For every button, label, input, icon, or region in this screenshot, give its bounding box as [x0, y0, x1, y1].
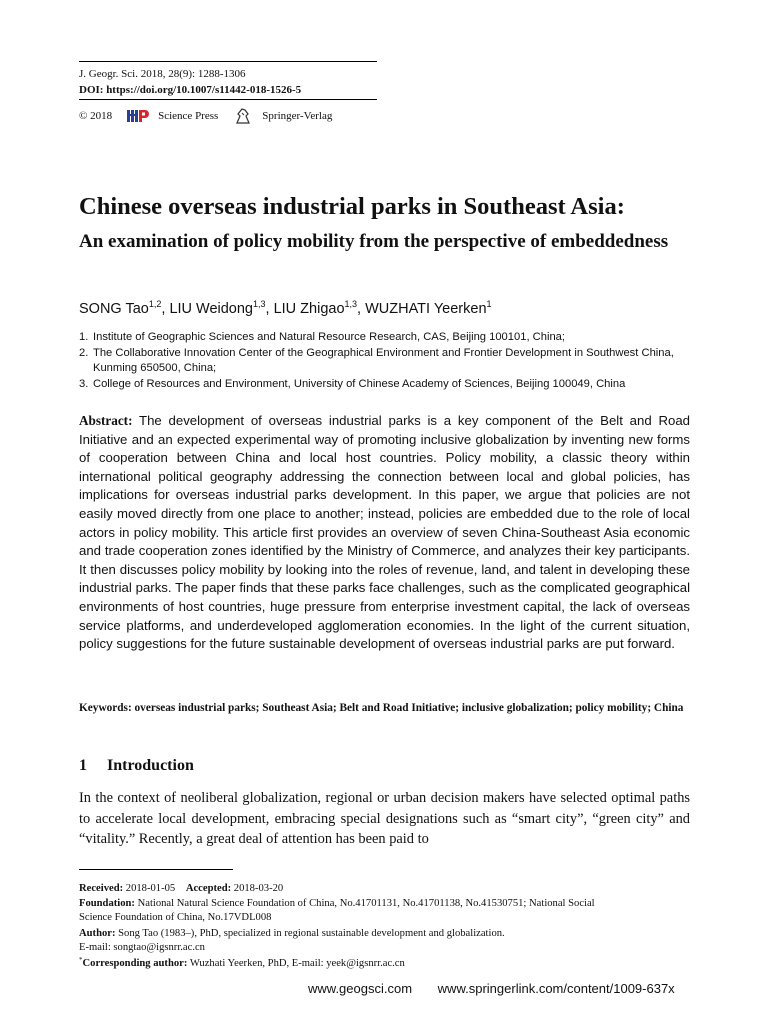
footnote-rule: [79, 869, 233, 870]
author-name: SONG Tao: [79, 301, 149, 317]
corresponding-mark: *: [79, 956, 83, 964]
affiliation-number: 3.: [79, 377, 89, 390]
section-heading: [79, 756, 194, 776]
footnote-foundation: [79, 897, 691, 911]
author-name: LIU Zhigao: [273, 301, 345, 317]
affiliation-item: [79, 377, 691, 393]
header-rule-top: [79, 61, 377, 62]
doi-link[interactable]: DOI: https://doi.org/10.1007/s11442-018-1526-5: [79, 84, 302, 96]
publisher-springer: Springer-Verlag: [262, 110, 333, 122]
abstract: [79, 412, 690, 654]
section-title: Introduction: [107, 757, 194, 774]
author-list: SONG Tao$^{1,2}$, LIU Weidong$^{1,3}$, LIU Zhigao$^{1,3}$, WUZHATI Yeerken$^1$: [79, 299, 492, 317]
author-label: Author:: [79, 928, 116, 939]
affiliation-text: The Collaborative Innovation Center of the Geographical Environment and Frontier Development in Southwest China, Kunming 650500, China;: [93, 346, 674, 374]
author-affiliation-mark: 1,3: [344, 299, 358, 309]
intro-paragraph: In the context of neoliberal globalization, regional or urban decision makers have selected optimal paths to accelerate local development, embracing special designations such as “smart city”, “green city” and “vitality.” Recently, a great deal of attention has been paid to: [79, 790, 690, 847]
footer-links: [308, 981, 675, 997]
foundation-label: Foundation:: [79, 898, 135, 909]
corresponding-label: Corresponding author:: [82, 958, 188, 969]
affiliation-item: [79, 346, 691, 377]
received-date: 2018-01-05: [125, 883, 176, 894]
affiliation-number: 1.: [79, 331, 89, 343]
section-number: 1: [79, 757, 87, 774]
springer-horse-logo-icon: [234, 107, 252, 125]
author-affiliation-mark: 1,2: [148, 299, 162, 309]
footnote-corresponding: [79, 957, 691, 971]
author-name: LIU Weidong: [169, 301, 253, 317]
affiliation-item: [79, 330, 691, 346]
footer-link-geogsci[interactable]: www.geogsci.com: [308, 981, 413, 996]
footnote-author: [79, 927, 691, 941]
author-name: WUZHATI Yeerken: [365, 301, 487, 317]
accepted-date: 2018-03-20: [233, 883, 284, 894]
paper-title: Chinese overseas industrial parks in Southeast Asia:: [79, 193, 625, 220]
footer-link-springerlink[interactable]: www.springerlink.com/content/1009-637x: [437, 981, 675, 996]
affiliation-text: College of Resources and Environment, University of Chinese Academy of Sciences, Beijing 100049, China: [93, 377, 626, 390]
publisher-row: [79, 107, 332, 125]
keywords: Keywords: overseas industrial parks; Southeast Asia; Belt and Road Initiative; inclusive globalization; policy mobility; China: [79, 702, 684, 714]
author-bio: Song Tao (1983–), PhD, specialized in regional sustainable development and globalization.: [118, 928, 505, 939]
affiliation-list: [79, 330, 691, 392]
author-affiliation-mark: 1,3: [253, 299, 266, 309]
author-affiliation-mark: 1: [486, 299, 492, 309]
author-email[interactable]: E-mail: songtao@igsnrr.ac.cn: [79, 942, 205, 953]
science-press-logo-icon: [126, 108, 150, 124]
foundation-text: National Natural Science Foundation of China, No.41701131, No.41701138, No.41530751; National Social: [137, 898, 595, 909]
publisher-science-press: Science Press: [158, 110, 219, 122]
abstract-text: The development of overseas industrial parks is a key component of the Belt and Road Initiative and an expected experimental way of promoting inclusive globalization by inventing new forms of cooperation between China and local host countries. Policy mobility, a classic theory within international political geography addressing the connection between local and global policies, has implications for overseas industrial parks development. In this paper, we argue that policies are not easily moved directly from one place to another; instead, policies are embedded due to the role of local actors in policy mobility. This article first provides an overview of seven China-Southeast Asia economic and trade cooperation zones identified by the Ministry of Commerce, and analyzes their key participants. It then discusses policy mobility by looking into the roles of revenue, land, and talent in developing these industrial parks. The paper finds that these parks face challenges, such as the complicated geographical environments of host countries, huge pressure from enterprise investment capital, the lack of overseas service platforms, and underdeveloped agglomeration economies. In the light of the current situation, policy suggestions for the future sustainable development of overseas industrial parks are put forward.: [79, 413, 690, 652]
header-rule-bottom: [79, 99, 377, 100]
footnote-dates: [79, 882, 691, 896]
affiliation-number: 2.: [79, 346, 89, 359]
affiliation-text: Institute of Geographic Sciences and Natural Resource Research, CAS, Beijing 100101, China;: [93, 331, 566, 343]
corresponding-text: Wuzhati Yeerken, PhD, E-mail: yeek@igsnrr.ac.cn: [189, 958, 405, 969]
abstract-label: Abstract:: [79, 413, 133, 428]
accepted-label: Accepted:: [185, 883, 232, 894]
journal-citation: J. Geogr. Sci. 2018, 28(9): 1288-1306: [79, 68, 246, 80]
footnote-foundation-cont: Science Foundation of China, No.17VDL008: [79, 912, 272, 923]
received-label: Received:: [79, 883, 124, 894]
copyright: © 2018: [79, 110, 113, 122]
paper-subtitle: An examination of policy mobility from the perspective of embeddedness: [79, 231, 669, 252]
